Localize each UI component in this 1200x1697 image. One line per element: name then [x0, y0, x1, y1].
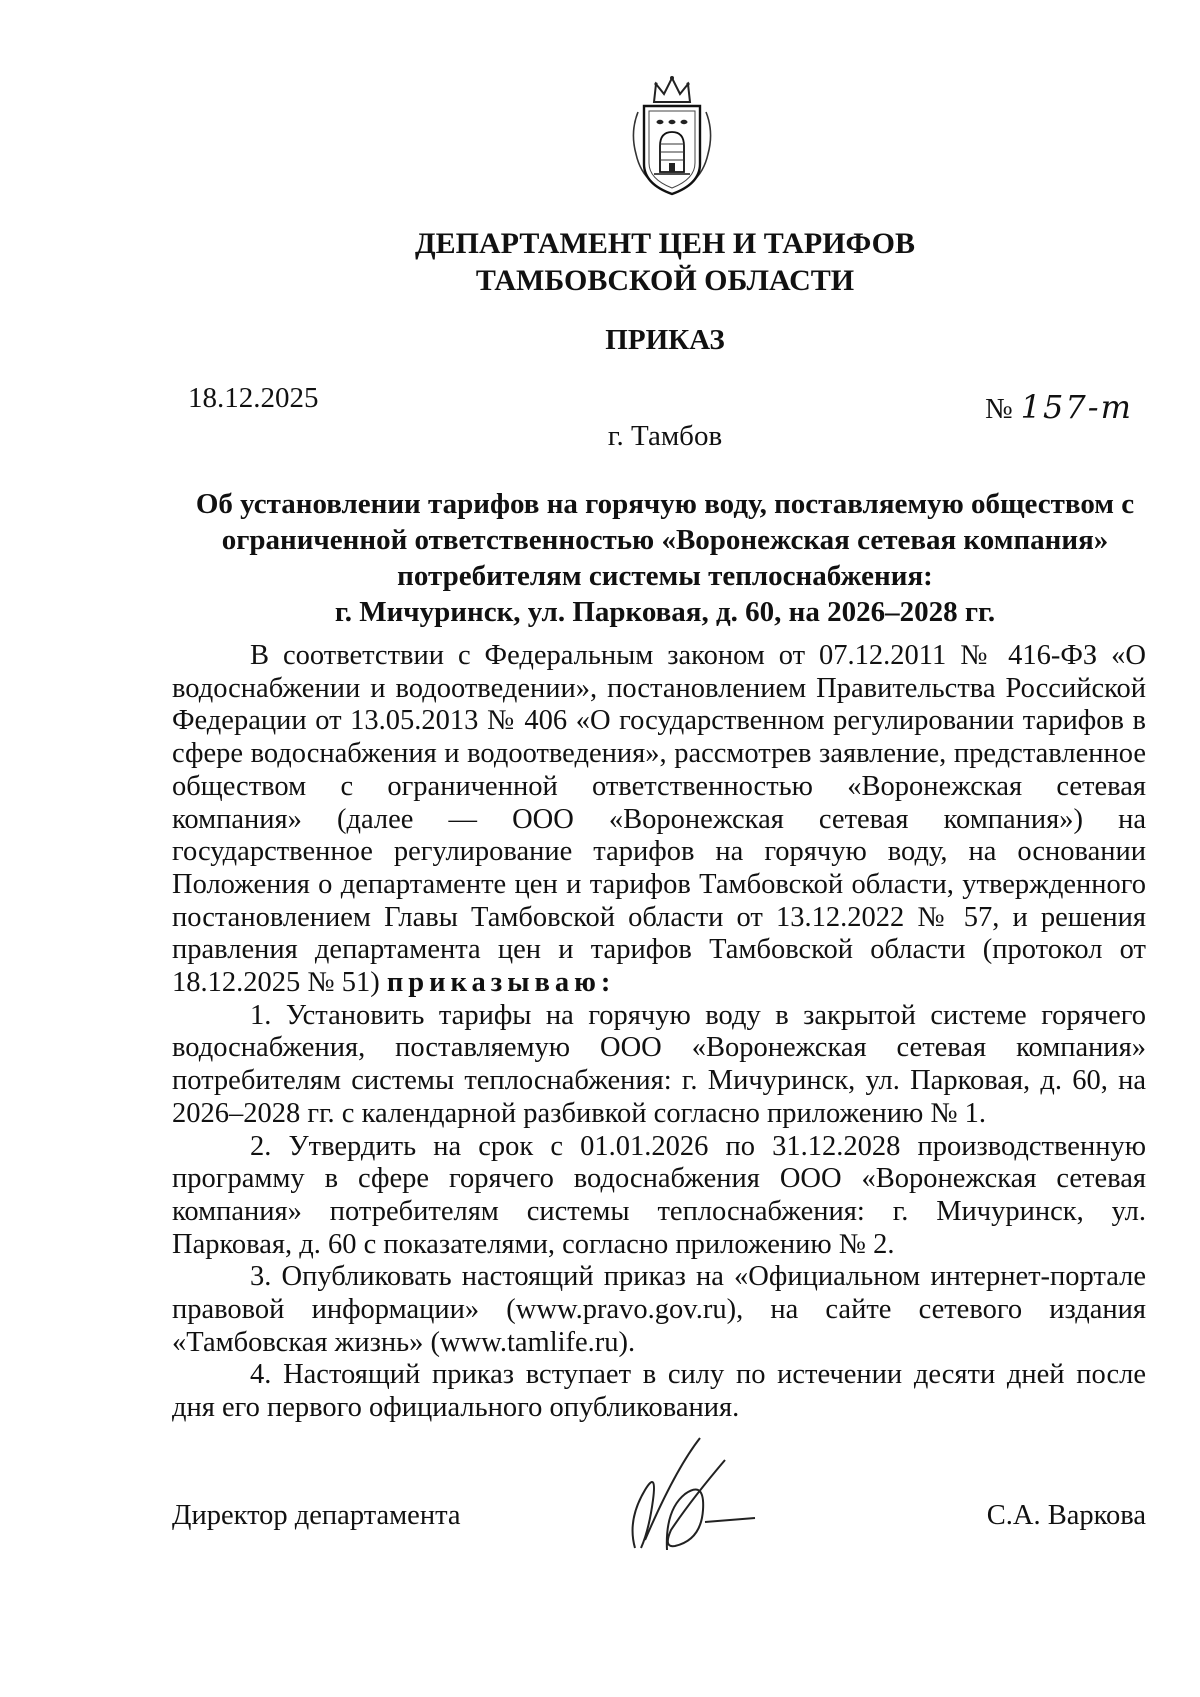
city: г. Тамбов [607, 420, 723, 452]
handwritten-signature-icon [605, 1430, 775, 1560]
order-body [172, 640, 1146, 1425]
signer-name: С.А. Варкова [986, 1500, 1146, 1531]
title-line: ограниченной ответственностью «Воронежская сетевая компания» [221, 524, 1109, 556]
title-line: потребителям системы теплоснабжения: [397, 560, 933, 592]
order-item-2: 2. Утвердить на срок с 01.01.2026 по 31.12.2028 производственную программу в сфере горячего водоснабжения ООО «Воронежская сетевая компания» потребителям системы теплоснабжения: г. Мичуринск, ул. Парковая, д. 60 с показателями, согласно приложению № 2. [172, 1130, 1146, 1260]
organization-name-line1: ДЕПАРТАМЕНТ ЦЕН И ТАРИФОВ [414, 227, 916, 260]
document-type: ПРИКАЗ [605, 324, 725, 356]
number-prefix: № [985, 393, 1013, 425]
organization-name-line2: ТАМБОВСКОЙ ОБЛАСТИ [475, 264, 855, 297]
order-title [190, 486, 1140, 630]
signature-block [172, 1500, 1146, 1540]
order-date: 18.12.2025 [188, 382, 319, 414]
preamble-text: В соответствии с Федеральным законом от 07.12.2011 № 416-ФЗ «О водоснабжении и водоотведении», постановлением Правительства Российской Федерации от 13.05.2013 № 406 «О государственном регулировании тарифов в сфере водоснабжения и водоотведения», рассмотрев заявление, представленное обществом с ограниченной ответственностью «Воронежская сетевая компания» (далее — ООО «Воронежская сетевая компания») на государственное регулирование тарифов на горячую воду, на основании Положения о департаменте цен и тарифов Тамбовской области, утвержденного постановлением Главы Тамбовской области от 13.12.2022 № 57, и решения правления департамента цен и тарифов Тамбовской области (протокол от 18.12.2025 № 51) [172, 640, 1146, 999]
title-line: Об установлении тарифов на горячую воду, поставляемую обществом с [195, 488, 1135, 520]
decree-word: приказываю: [386, 967, 616, 999]
preamble-paragraph [172, 640, 1146, 1000]
order-item-3: 3. Опубликовать настоящий приказ на «Официальном интернет-портале правовой информации» (www.pravo.gov.ru), на сайте сетевого издания «Тамбовская жизнь» (www.tamlife.ru). [172, 1261, 1146, 1358]
coat-of-arms-icon [626, 72, 718, 200]
signer-position: Директор департамента [172, 1500, 461, 1531]
title-line: г. Мичуринск, ул. Парковая, д. 60, на 2026–2028 гг. [334, 596, 996, 628]
handwritten-number: 157-т [1020, 388, 1133, 426]
order-item-1: 1. Установить тарифы на горячую воду в закрытой системе горячего водоснабжения, поставляемую ООО «Воронежская сетевая компания» потребителям системы теплоснабжения: г. Мичуринск, ул. Парковая, д. 60, на 2026–2028 гг. с календарной разбивкой согласно приложению № 1. [172, 999, 1146, 1129]
order-item-4: 4. Настоящий приказ вступает в силу по истечении десяти дней после дня его первого официального опубликования. [172, 1359, 1146, 1424]
